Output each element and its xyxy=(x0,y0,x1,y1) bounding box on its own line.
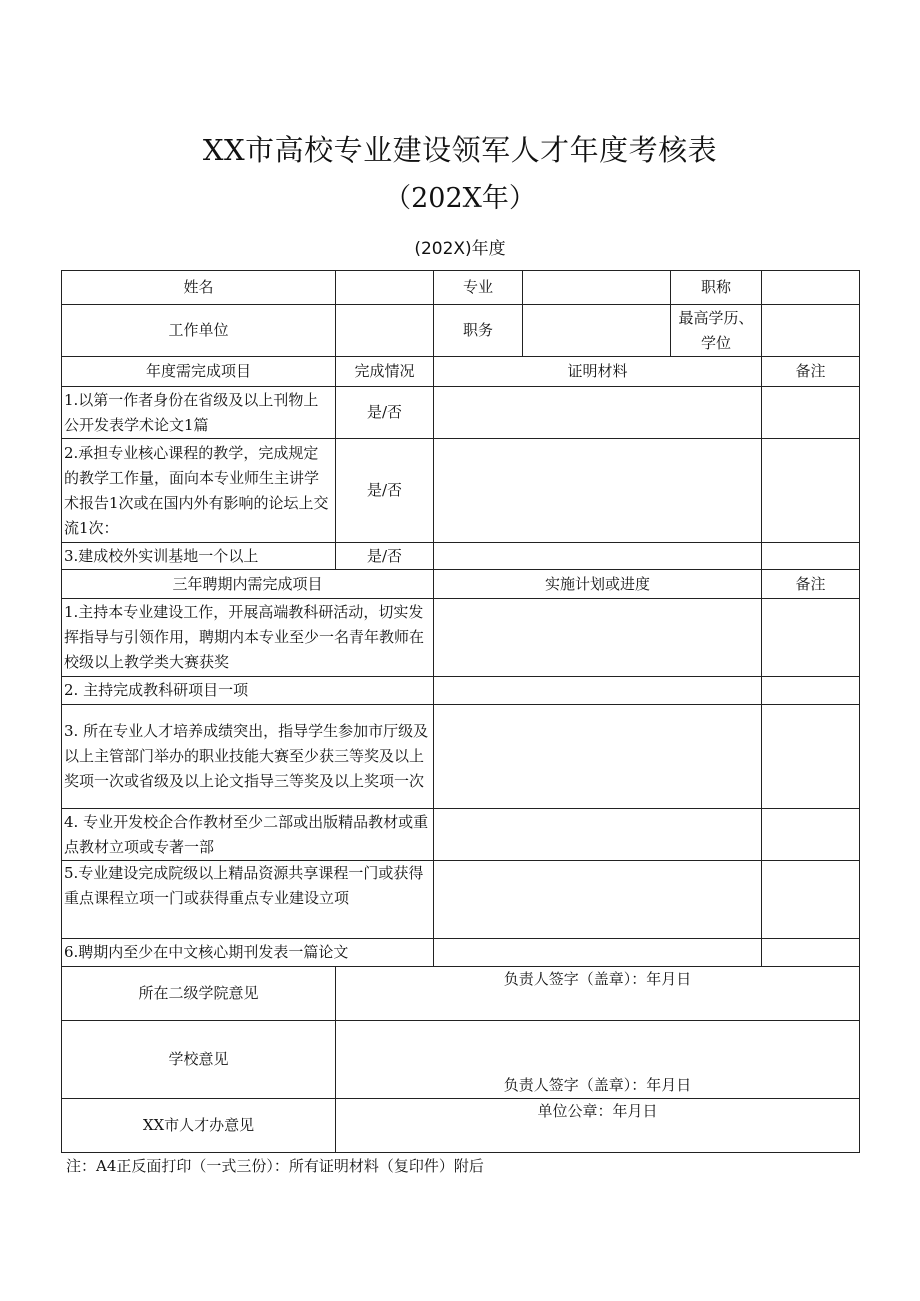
signature-line: 负责人签字（盖章）：年月日 xyxy=(503,970,692,988)
annual-header-row xyxy=(62,357,860,387)
document-title-year: （202X年） xyxy=(384,183,536,214)
term-item: 2. 主持完成教科研项目一项 xyxy=(62,677,434,705)
term-plan-cell[interactable] xyxy=(434,705,762,809)
term-header-row xyxy=(62,570,860,599)
term-plan-cell[interactable] xyxy=(434,677,762,705)
term-remark-cell[interactable] xyxy=(762,809,860,861)
term-remark-header: 备注 xyxy=(762,570,860,599)
term-row xyxy=(62,809,860,861)
term-plan-cell[interactable] xyxy=(434,939,762,967)
annual-evidence-cell[interactable] xyxy=(434,543,762,570)
opinion-row xyxy=(62,1099,860,1153)
term-item: 3. 所在专业人才培养成绩突出，指导学生参加市厅级及以上主管部门举办的职业技能大赛至少获三等奖及以上奖项一次或省级及以上论文指导三等奖及以上奖项一次 xyxy=(62,705,434,809)
annual-evidence-cell[interactable] xyxy=(434,439,762,543)
annual-item: 3.建成校外实训基地一个以上 xyxy=(62,543,336,570)
term-item-header: 三年聘期内需完成项目 xyxy=(62,570,434,599)
annual-item: 2.承担专业核心课程的教学，完成规定的教学工作量，面向本专业师生主讲学术报告1次或在国内外有影响的论坛上交流1次： xyxy=(62,439,336,543)
name-label: 姓名 xyxy=(62,271,336,305)
signature-line: 负责人签字（盖章）：年月日 xyxy=(503,1076,692,1094)
term-plan-cell[interactable] xyxy=(434,599,762,677)
term-plan-cell[interactable] xyxy=(434,809,762,861)
term-row xyxy=(62,705,860,809)
opinion-row xyxy=(62,967,860,1021)
opinion-label: 所在二级学院意见 xyxy=(62,967,336,1021)
degree-field[interactable] xyxy=(762,305,860,357)
term-remark-cell[interactable] xyxy=(762,939,860,967)
major-field[interactable] xyxy=(523,271,671,305)
opinion-label: 学校意见 xyxy=(62,1021,336,1099)
annual-row xyxy=(62,543,860,570)
annual-remark-header: 备注 xyxy=(762,357,860,387)
annual-status-header: 完成情况 xyxy=(336,357,434,387)
major-label: 专业 xyxy=(434,271,523,305)
annual-remark-cell[interactable] xyxy=(762,439,860,543)
term-remark-cell[interactable] xyxy=(762,861,860,939)
annual-evidence-header: 证明材料 xyxy=(434,357,762,387)
annual-row xyxy=(62,387,860,439)
opinion-label: XX市人才办意见 xyxy=(62,1099,336,1153)
term-row xyxy=(62,861,860,939)
term-item: 4. 专业开发校企合作教材至少二部或出版精品教材或重点教材立项或专著一部 xyxy=(62,809,434,861)
position-field[interactable] xyxy=(523,305,671,357)
position-label: 职务 xyxy=(434,305,523,357)
annual-evidence-cell[interactable] xyxy=(434,387,762,439)
unit-field[interactable] xyxy=(336,305,434,357)
document-subtitle: (202X)年度 xyxy=(414,239,506,259)
term-plan-header: 实施计划或进度 xyxy=(434,570,762,599)
document-title: XX市高校专业建设领军人才年度考核表 xyxy=(202,133,718,167)
annual-status[interactable]: 是/否 xyxy=(336,439,434,543)
annual-remark-cell[interactable] xyxy=(762,387,860,439)
footnote: 注：A4正反面打印（一式三份）：所有证明材料（复印件）附后 xyxy=(66,1157,484,1175)
term-remark-cell[interactable] xyxy=(762,705,860,809)
annual-remark-cell[interactable] xyxy=(762,543,860,570)
term-row xyxy=(62,599,860,677)
info-row-1 xyxy=(62,271,860,305)
opinion-cell[interactable] xyxy=(336,967,860,1021)
term-row xyxy=(62,939,860,967)
opinion-row xyxy=(62,1021,860,1099)
seal-line: 单位公章：年月日 xyxy=(537,1102,658,1120)
term-plan-cell[interactable] xyxy=(434,861,762,939)
term-row xyxy=(62,677,860,705)
annual-item-header: 年度需完成项目 xyxy=(62,357,336,387)
term-item: 5.专业建设完成院级以上精品资源共享课程一门或获得重点课程立项一门或获得重点专业建设立项 xyxy=(62,861,434,939)
unit-label: 工作单位 xyxy=(62,305,336,357)
annual-item: 1.以第一作者身份在省级及以上刊物上公开发表学术论文1篇 xyxy=(62,387,336,439)
title-label: 职称 xyxy=(671,271,762,305)
name-field[interactable] xyxy=(336,271,434,305)
term-item: 6.聘期内至少在中文核心期刊发表一篇论文 xyxy=(62,939,434,967)
annual-row xyxy=(62,439,860,543)
opinion-cell[interactable] xyxy=(336,1021,860,1099)
annual-status[interactable]: 是/否 xyxy=(336,387,434,439)
info-row-2 xyxy=(62,305,860,357)
term-item: 1.主持本专业建设工作，开展高端教科研活动，切实发挥指导与引领作用，聘期内本专业至少一名青年教师在校级以上教学类大赛获奖 xyxy=(62,599,434,677)
opinion-cell[interactable] xyxy=(336,1099,860,1153)
term-remark-cell[interactable] xyxy=(762,677,860,705)
degree-label: 最高学历、学位 xyxy=(671,305,762,357)
assessment-table xyxy=(61,270,860,1153)
title-field[interactable] xyxy=(762,271,860,305)
annual-status[interactable]: 是/否 xyxy=(336,543,434,570)
term-remark-cell[interactable] xyxy=(762,599,860,677)
